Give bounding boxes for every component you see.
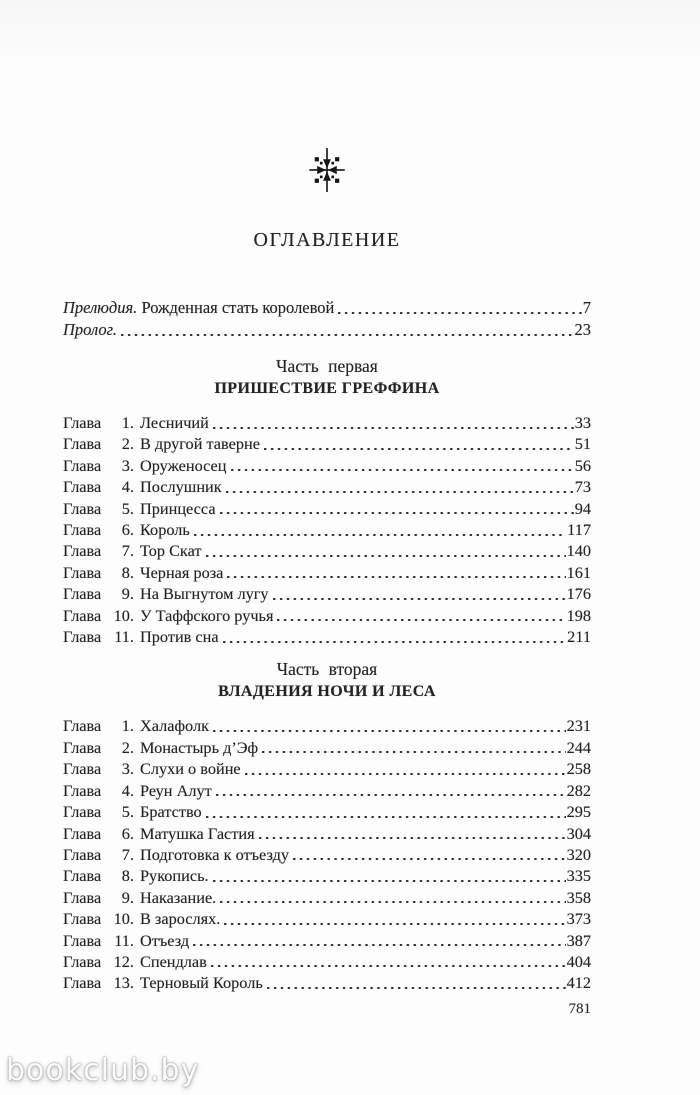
toc-chapter-row [63, 780, 591, 801]
chapter-page-number: 117 [567, 520, 591, 540]
chapter-number: 13. [113, 973, 134, 993]
dot-leader [273, 583, 566, 604]
chapter-title: Отъезд [140, 930, 190, 950]
dot-leader [264, 433, 574, 454]
dot-leader [213, 715, 566, 736]
part-label: Часть вторая [276, 659, 378, 680]
chapter-word: Глава [63, 627, 102, 647]
dot-leader [262, 737, 566, 758]
chapter-word: Глава [63, 541, 102, 561]
chapter-title: Терновый Король [140, 973, 263, 993]
chapter-word: Глава [63, 844, 102, 864]
chapter-number: 4. [121, 780, 134, 800]
chapter-word: Глава [63, 930, 102, 950]
toc-chapter-row [63, 865, 591, 886]
chapter-title: Принцесса [140, 498, 216, 518]
chapter-page-number: 198 [566, 605, 591, 625]
chapter-page-number: 140 [566, 541, 591, 561]
front-entry-label-italic: Прелюдия. [63, 298, 138, 317]
toc-chapter-row [63, 583, 591, 604]
chapter-title: Подготовка к отъезду [140, 844, 290, 864]
chapter-title: Против сна [140, 627, 219, 647]
toc-front [63, 297, 591, 341]
chapter-word: Глава [63, 605, 102, 625]
dot-leader [194, 519, 566, 540]
dot-leader [277, 605, 565, 626]
dot-leader [193, 930, 565, 951]
chapter-word: Глава [63, 909, 102, 929]
chapter-word: Глава [63, 866, 102, 886]
dot-leader [224, 908, 565, 929]
chapter-title: Халафолк [140, 716, 209, 736]
chapter-word: Глава [63, 498, 102, 518]
toc-chapter-row [63, 801, 591, 822]
toc-chapter-row [63, 972, 591, 993]
chapter-number: 10. [113, 909, 134, 929]
chapter-number: 8. [121, 866, 134, 886]
toc-front-row [63, 319, 591, 341]
dot-leader [223, 626, 567, 647]
chapter-title: Слухи о войне [140, 759, 241, 779]
chapter-word: Глава [63, 584, 102, 604]
toc-chapter-row [63, 715, 591, 736]
chapter-title: В другой таверне [140, 434, 260, 454]
chapter-page-number: 176 [566, 584, 591, 604]
dot-leader [227, 562, 565, 583]
chapter-number: 11. [114, 930, 134, 950]
toc-chapter-row [63, 519, 591, 540]
chapter-title: Черная роза [140, 562, 224, 582]
chapter-word: Глава [63, 759, 102, 779]
chapter-word: Глава [63, 780, 102, 800]
toc-chapter-row [63, 605, 591, 626]
chapter-number: 11. [114, 627, 134, 647]
chapter-word: Глава [63, 520, 102, 540]
chapter-page-number: 358 [566, 887, 591, 907]
chapter-title: Король [140, 520, 190, 540]
toc-chapter-row [63, 758, 591, 779]
part-chapter-list [63, 715, 591, 993]
chapter-page-number: 244 [566, 737, 591, 757]
dot-leader [259, 823, 566, 844]
chapter-title: Оруженосец [140, 455, 227, 475]
toc-chapter-row [63, 908, 591, 929]
part-chapter-list [63, 412, 591, 647]
chapter-word: Глава [63, 434, 102, 454]
front-entry-label-italic: Пролог. [63, 320, 117, 339]
dot-leader [213, 412, 574, 433]
dot-leader [213, 865, 566, 886]
chapter-title: Тор Скат [140, 541, 202, 561]
page-title: ОГЛАВЛЕНИЕ [253, 229, 401, 251]
chapter-number: 7. [121, 844, 134, 864]
folio-page-number: 781 [568, 1001, 591, 1017]
toc-chapter-row [63, 823, 591, 844]
toc-front-row [63, 297, 591, 319]
dot-leader [206, 801, 566, 822]
chapter-title: Братство [140, 802, 202, 822]
book-page-content [63, 0, 591, 994]
dot-leader [338, 297, 581, 319]
dot-leader [206, 540, 566, 561]
chapter-page-number: 258 [566, 759, 591, 779]
toc-chapter-row [63, 951, 591, 972]
chapter-word: Глава [63, 716, 102, 736]
chapter-word: Глава [63, 973, 102, 993]
front-entry-page-number: 23 [574, 320, 591, 339]
watermark: bookclub.by [6, 1053, 200, 1088]
chapter-word: Глава [63, 737, 102, 757]
dot-leader [216, 780, 566, 801]
chapter-word: Глава [63, 802, 102, 822]
chapter-number: 6. [121, 520, 134, 540]
chapter-title: Лесничий [140, 413, 209, 432]
chapter-word: Глава [63, 823, 102, 843]
front-entry-label: Рожденная стать королевой [137, 298, 335, 317]
chapter-page-number: 231 [566, 716, 591, 736]
dot-leader [293, 844, 566, 865]
toc-chapter-row [63, 433, 591, 454]
chapter-page-number: 94 [574, 498, 591, 518]
chapter-page-number: 73 [574, 477, 591, 497]
toc-part [63, 658, 591, 993]
chapter-page-number: 320 [566, 844, 591, 864]
chapter-title: Послушник [140, 477, 222, 497]
chapter-word: Глава [63, 562, 102, 582]
dot-leader [220, 498, 574, 519]
dot-leader [121, 319, 574, 341]
toc-part [63, 355, 591, 647]
chapter-title: Спендлав [140, 951, 207, 971]
toc-chapter-row [63, 844, 591, 865]
toc-chapter-row [63, 562, 591, 583]
chapter-number: 12. [113, 951, 134, 971]
chapter-page-number: 211 [567, 627, 591, 647]
front-entry-page-number: 7 [582, 298, 591, 317]
chapter-number: 3. [121, 455, 134, 475]
chapter-word: Глава [63, 887, 102, 907]
chapter-number: 1. [121, 716, 134, 736]
chapter-number: 9. [121, 887, 134, 907]
chapter-page-number: 295 [566, 802, 591, 822]
chapter-title: Матушка Гастия [140, 823, 255, 843]
chapter-title: У Таффского ручья [140, 605, 274, 625]
ornament-cross-icon [63, 147, 591, 193]
chapter-page-number: 387 [566, 930, 591, 950]
toc-chapter-row [63, 455, 591, 476]
chapter-word: Глава [63, 455, 102, 475]
toc-chapter-row [63, 737, 591, 758]
chapter-number: 7. [121, 541, 134, 561]
chapter-number: 5. [121, 802, 134, 822]
toc-chapter-row [63, 412, 591, 433]
chapter-title: Рукопись. [140, 866, 209, 886]
toc-chapter-row [63, 540, 591, 561]
dot-leader [220, 887, 565, 908]
chapter-word: Глава [63, 477, 102, 497]
chapter-number: 1. [121, 413, 134, 432]
chapter-title: На Выгнутом лугу [140, 584, 269, 604]
dot-leader [267, 972, 566, 993]
toc-parts [63, 355, 591, 994]
chapter-page-number: 56 [574, 455, 591, 475]
chapter-title: Монастырь д’Эф [140, 737, 259, 757]
chapter-title: Реун Алут [140, 780, 212, 800]
toc-chapter-row [63, 930, 591, 951]
chapter-page-number: 404 [566, 951, 591, 971]
dot-leader [226, 476, 574, 497]
chapter-number: 6. [121, 823, 134, 843]
toc-chapter-row [63, 476, 591, 497]
dot-leader [231, 455, 574, 476]
chapter-number: 2. [121, 737, 134, 757]
chapter-number: 10. [113, 605, 134, 625]
part-title: ВЛАДЕНИЯ НОЧИ И ЛЕСА [218, 683, 436, 701]
chapter-page-number: 373 [566, 909, 591, 929]
chapter-number: 3. [121, 759, 134, 779]
chapter-page-number: 33 [574, 413, 591, 432]
chapter-number: 9. [121, 584, 134, 604]
chapter-number: 8. [121, 562, 134, 582]
part-label: Часть первая [276, 356, 378, 376]
toc-chapter-row [63, 626, 591, 647]
chapter-title: В зарослях. [140, 909, 221, 929]
chapter-page-number: 335 [566, 866, 591, 886]
chapter-page-number: 412 [566, 973, 591, 993]
chapter-page-number: 51 [574, 434, 591, 454]
toc-chapter-row [63, 887, 591, 908]
chapter-number: 2. [121, 434, 134, 454]
chapter-word: Глава [63, 413, 102, 432]
chapter-page-number: 304 [566, 823, 591, 843]
chapter-page-number: 161 [566, 562, 591, 582]
chapter-number: 4. [121, 477, 134, 497]
chapter-title: Наказание. [140, 887, 217, 907]
chapter-word: Глава [63, 951, 102, 971]
part-title: ПРИШЕСТВИЕ ГРЕФФИНА [214, 380, 440, 397]
dot-leader [245, 758, 566, 779]
dot-leader [211, 951, 566, 972]
toc-chapter-row [63, 498, 591, 519]
chapter-number: 5. [121, 498, 134, 518]
chapter-page-number: 282 [566, 780, 591, 800]
